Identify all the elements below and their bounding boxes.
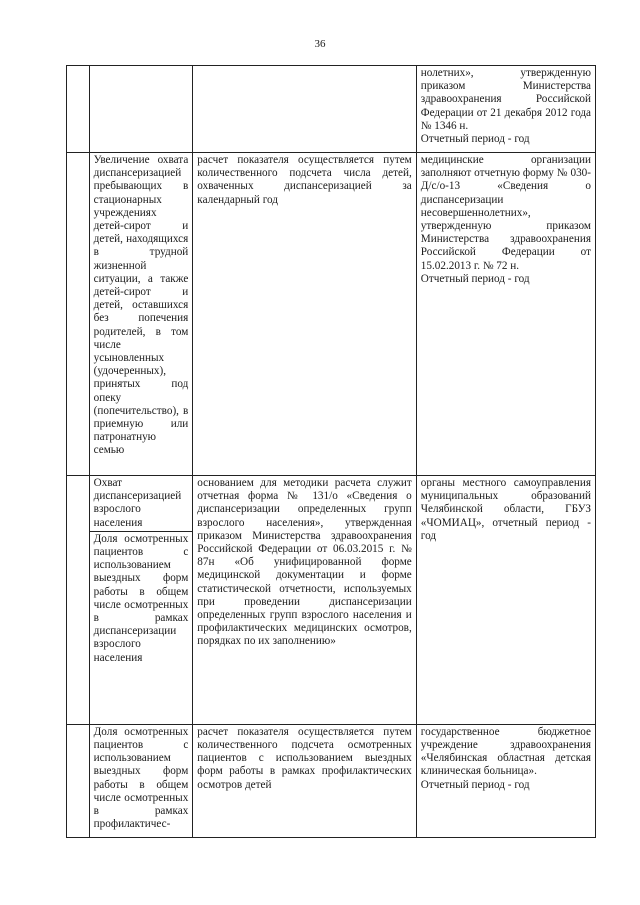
page-number: 36 [314, 38, 326, 50]
indicator-cell [89, 531, 193, 724]
method-text: основанием для методики расчета служит отчетная форма № 131/о «Сведения о диспансеризации определенных групп взрослого населения», утвержденная приказом Министерства здравоохранения Российской Федерации от 06.03.2015 г. № 87н «Об унифицированной форме медицинской документации и форме статистической отчетности, используемых при проведении диспансеризации определенных групп взрослого населения и профилактических медицинских осмотров, порядках по их заполнению» [197, 477, 412, 648]
indicator-text: Доля осмотренных пациентов с использованием выездных форм работы в общем числе осмотренных в рамках профилактичес- [93, 725, 189, 831]
table-row [67, 66, 596, 153]
method-cell [193, 476, 416, 725]
table-row [67, 153, 596, 476]
source-text: нолетних», утвержденную приказом Министерства здравоохранения Российской Федерации от 21 декабря 2012 года № 1346 н. Отчетный период - год [420, 67, 591, 146]
indicator-text: Увеличение охвата диспансеризацией пребывающих в стационарных учреждениях детей-сирот и детей, находящихся в трудной жизненной ситуации, а также детей-сирот и детей, оставшихся без попечения родителей, в том числе усыновленных (удочеренных), принятых под опеку (попечительство), в приемную или патронатную семью [93, 154, 189, 457]
method-text: расчет показателя осуществляется путем количественного подсчета числа детей, охваченных диспансеризацией за календарный год [197, 154, 412, 206]
indicator-cell [89, 724, 193, 837]
indicator-cell [89, 153, 193, 476]
method-text: расчет показателя осуществляется путем количественного подсчета осмотренных пациентов с использованием выездных форм работы в рамках профилактических осмотров детей [197, 725, 412, 791]
method-cell [193, 153, 416, 476]
indicator-text: Доля осмотренных пациентов с использованием выездных форм работы в общем числе осмотренных в рамках диспансеризации взрослого населения [93, 532, 189, 664]
number-cell [67, 153, 90, 476]
table-row [67, 476, 596, 532]
source-text: органы местного самоуправления муниципальных образований Челябинской области, ГБУЗ «ЧОМИАЦ», отчетный период - год [420, 477, 591, 542]
source-cell [416, 724, 595, 837]
source-cell [416, 153, 595, 476]
number-cell [67, 66, 90, 153]
source-text: государственное бюджетное учреждение здравоохранения «Челябинская областная детская клиническая больница». Отчетный период - год [420, 725, 591, 791]
indicator-text: Охват диспансеризацией взрослого населения [93, 477, 182, 529]
method-cell [193, 66, 416, 153]
table-row [67, 724, 596, 837]
source-cell [416, 476, 595, 725]
number-cell [67, 476, 90, 725]
source-text: медицинские организации заполняют отчетную форму № 030-Д/с/о-13 «Сведения о диспансеризации несовершеннолетних», утвержденную приказом Министерства здравоохранения Российской Федерации от 15.02.2013 г. № 72 н. Отчетный период - год [420, 154, 591, 285]
indicator-cell [89, 66, 193, 153]
method-cell [193, 724, 416, 837]
number-cell [67, 724, 90, 837]
indicators-table [66, 65, 596, 838]
source-cell [416, 66, 595, 153]
indicator-cell [89, 476, 193, 532]
